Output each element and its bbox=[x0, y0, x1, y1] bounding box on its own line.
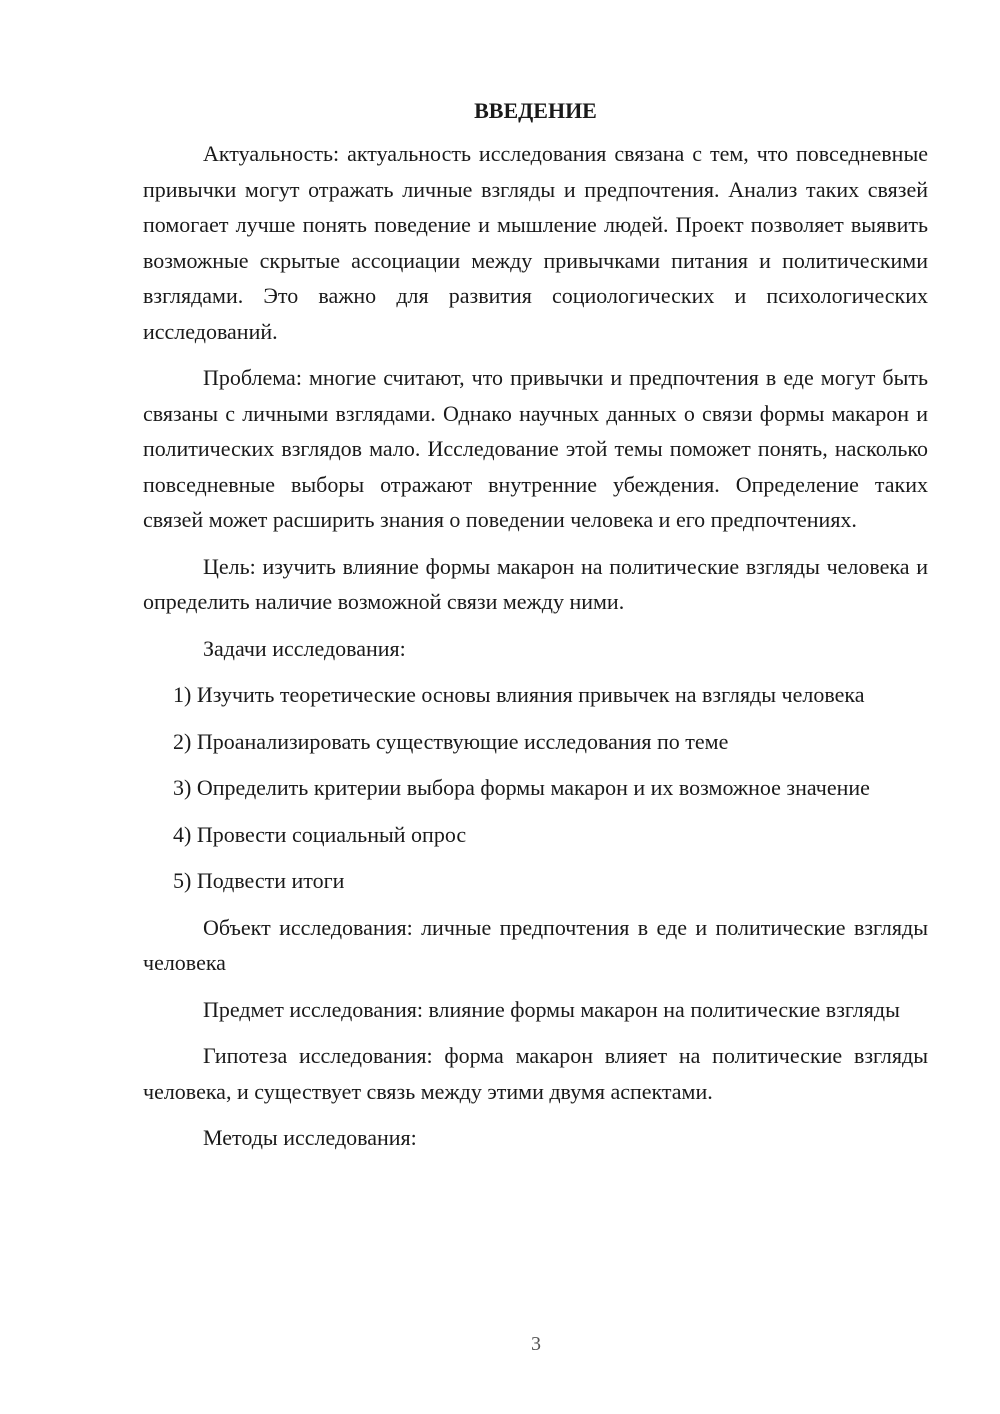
page-number: 3 bbox=[531, 1333, 541, 1355]
object-paragraph: Объект исследования: личные предпочтения в еде и политические взгляды человека bbox=[143, 914, 928, 975]
task-item: 4) Провести социальный опрос bbox=[173, 821, 467, 847]
task-item: 3) Определить критерии выбора формы макарон и их возможное значение bbox=[173, 775, 870, 800]
tasks-title: Задачи исследования: bbox=[203, 635, 406, 661]
subject-paragraph: Предмет исследования: влияние формы макарон на политические взгляды bbox=[203, 996, 900, 1022]
methods-title: Методы исследования: bbox=[203, 1125, 417, 1150]
goal-paragraph: Цель: изучить влияние формы макарон на политические взгляды человека и определить наличие возможной связи между ними. bbox=[143, 553, 928, 614]
document-body bbox=[143, 96, 928, 1167]
task-item: 2) Проанализировать существующие исследования по теме bbox=[173, 728, 729, 754]
section-heading: ВВЕДЕНИЕ bbox=[474, 98, 597, 123]
hypothesis-paragraph: Гипотеза исследования: форма макарон влияет на политические взгляды человека, и существует связь между этими двумя аспектами. bbox=[143, 1043, 928, 1104]
problem-paragraph: Проблема: многие считают, что привычки и предпочтения в еде могут быть связаны с личными взглядами. Однако научных данных о связи формы макарон и политических взглядов мало. Исследование этой темы поможет понять, насколько повседневные выборы отражают внутренние убеждения. Определение таких связей может расширить знания о поведении человека и его предпочтениях. bbox=[143, 365, 928, 532]
task-item: 1) Изучить теоретические основы влияния привычек на взгляды человека bbox=[173, 682, 865, 707]
relevance-paragraph: Актуальность: актуальность исследования связана с тем, что повседневные привычки могут отражать личные взгляды и предпочтения. Анализ таких связей помогает лучше понять поведение и мышление людей. Проект позволяет выявить возможные скрытые ассоциации между привычками питания и политическими взглядами. Это важно для развития социологических и психологических исследований. bbox=[143, 141, 928, 344]
task-item: 5) Подвести итоги bbox=[173, 868, 345, 893]
